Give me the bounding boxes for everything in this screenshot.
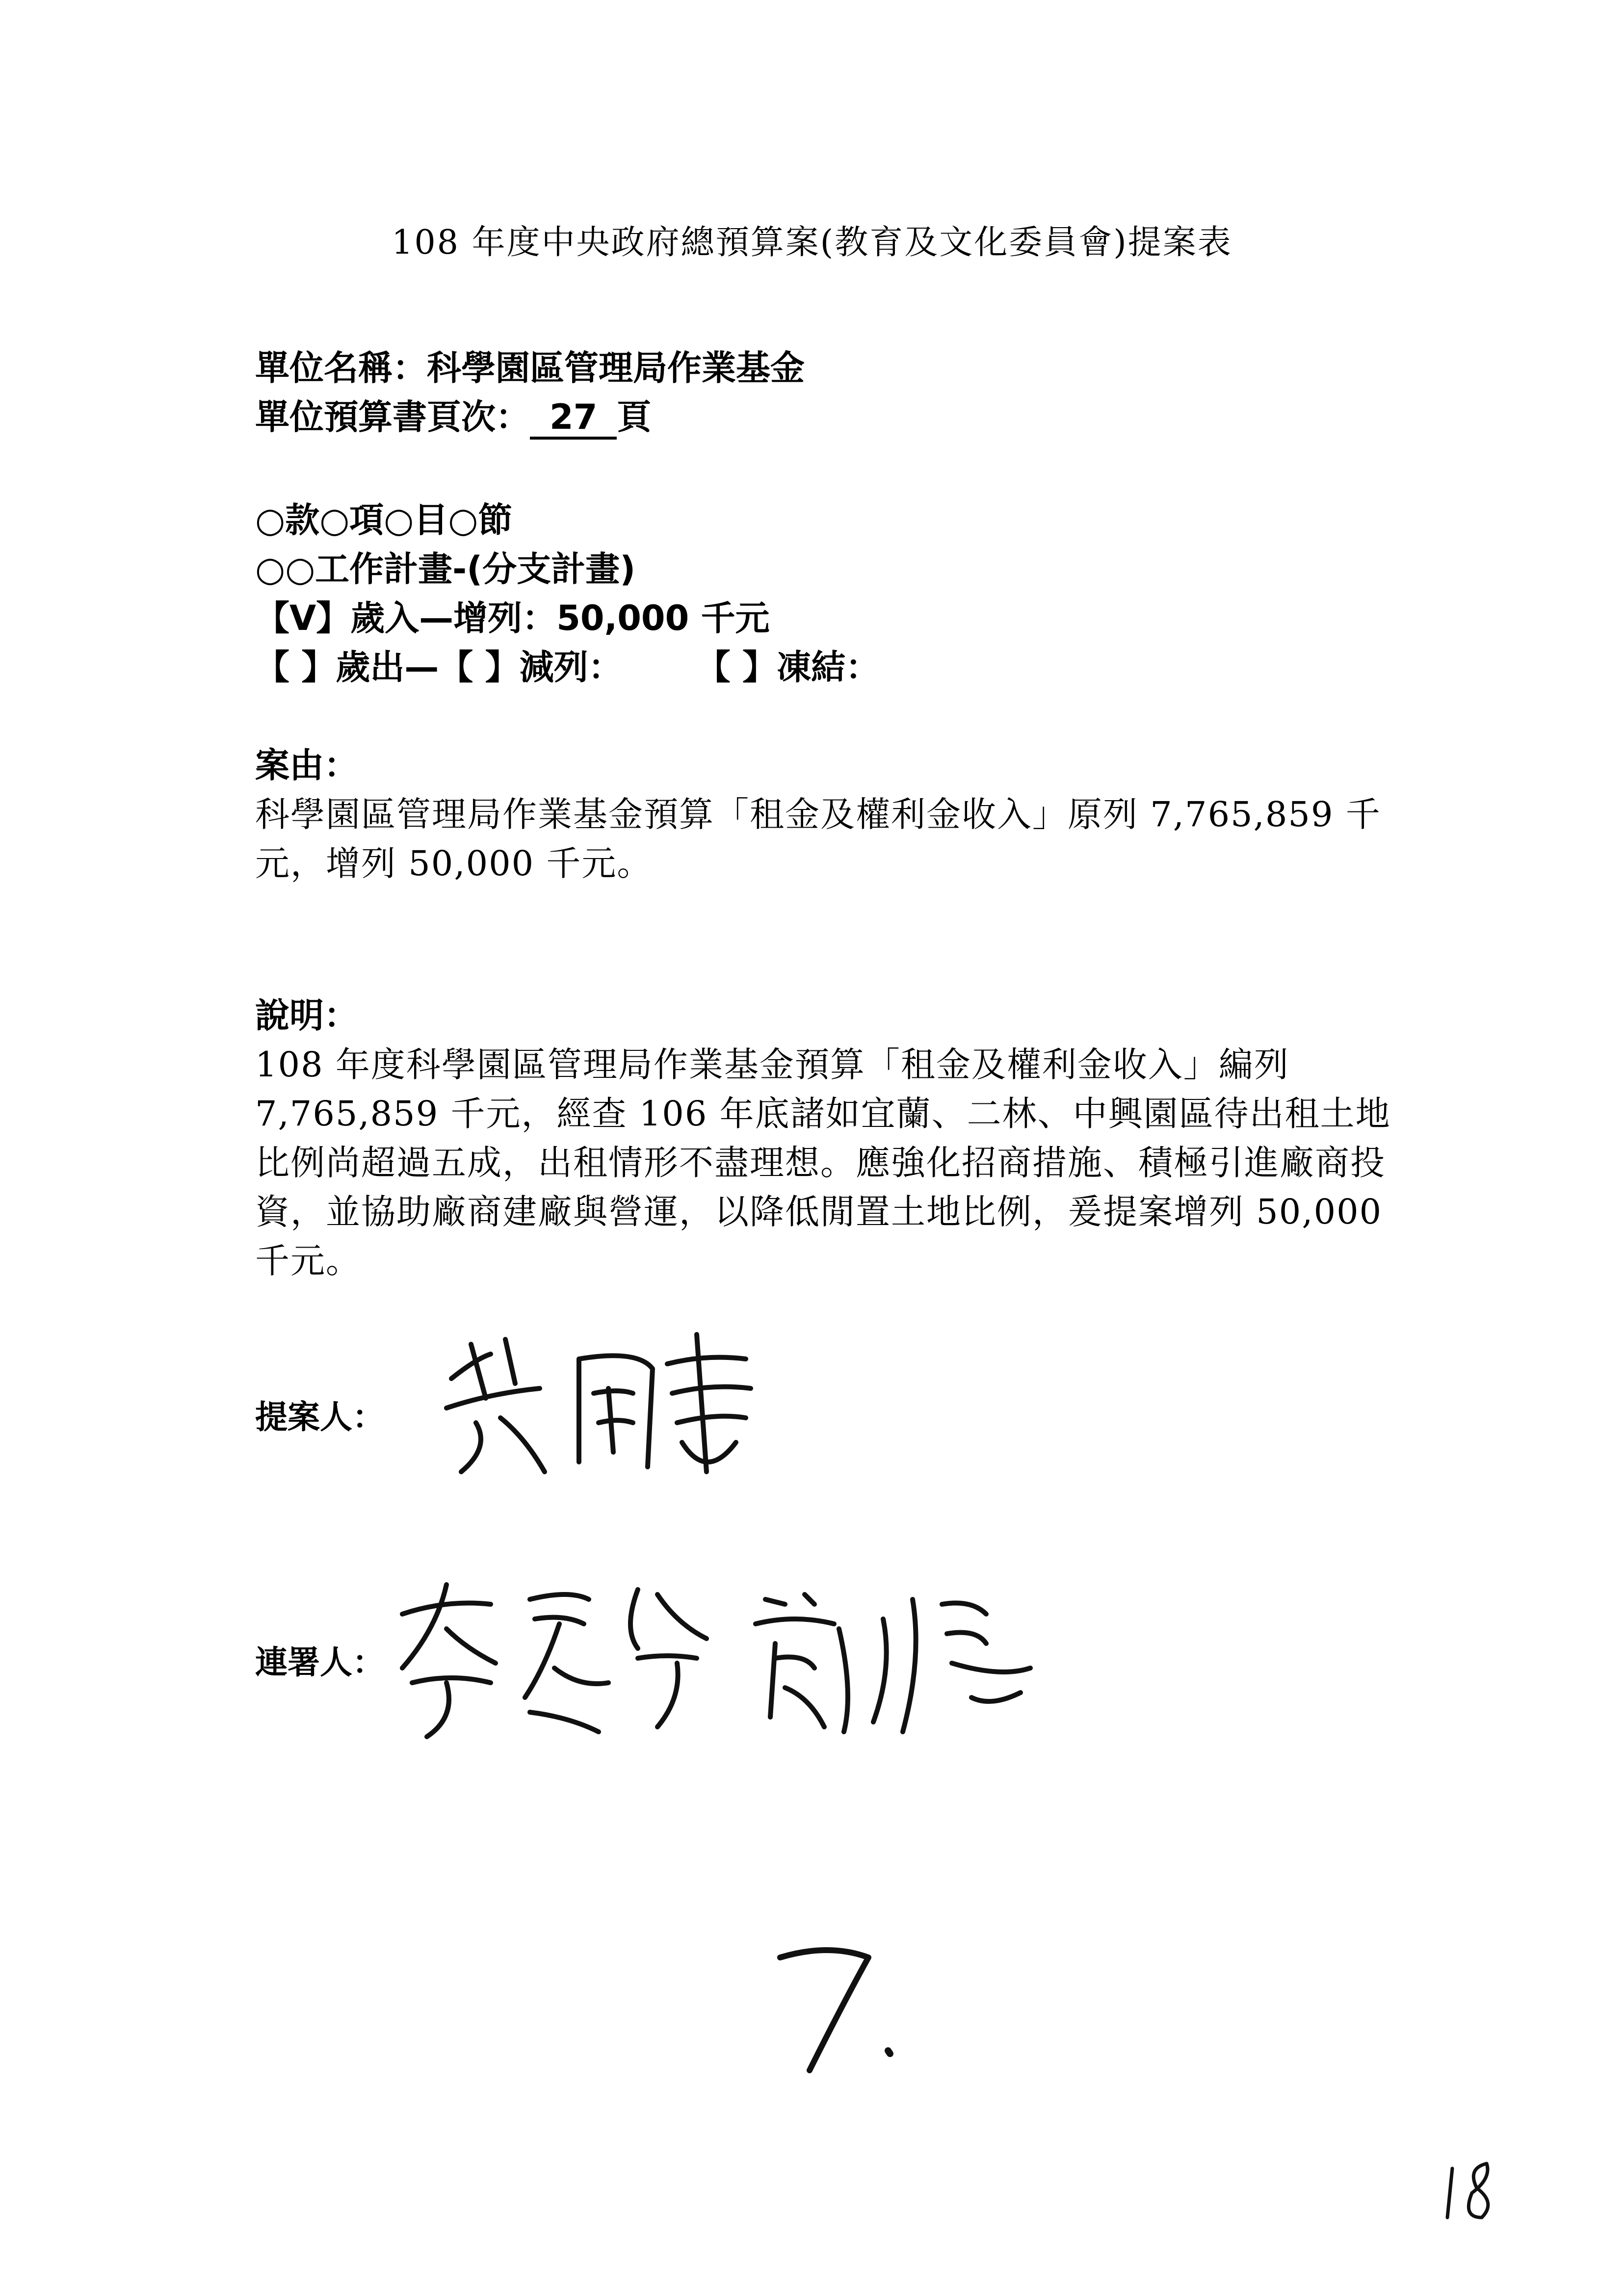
reduce-label: 減列： xyxy=(519,647,623,687)
unit-page-suffix: 頁 xyxy=(617,397,652,437)
unit-name-label: 單位名稱： xyxy=(255,348,427,388)
expense-line xyxy=(255,643,880,692)
unit-name-line xyxy=(255,343,805,392)
handwritten-page-number xyxy=(1438,2149,1511,2227)
document-title: 108 年度中央政府總預算案(教育及文化委員會)提案表 xyxy=(392,223,1232,262)
cosigner-label: 連署人： xyxy=(255,1644,385,1681)
reduce-check: 【 】 xyxy=(439,647,520,687)
revenue-line xyxy=(255,594,770,643)
expense-check: 【 】 xyxy=(255,647,336,687)
case-text: 科學園區管理局作業基金預算「租金及權利金收入」原列 7,765,859 千元，增列 50,000 千元。 xyxy=(255,794,1381,884)
revenue-label: 歲入—增列： xyxy=(350,598,557,638)
unit-page-number: 27 xyxy=(530,397,617,440)
case-heading: 案由： xyxy=(255,745,358,785)
expense-label: 歲出— xyxy=(336,647,439,687)
revenue-amount: 50,000 千元 xyxy=(556,598,770,638)
explanation-heading: 說明： xyxy=(255,995,358,1036)
unit-page-line xyxy=(255,392,651,442)
explanation-text: 108 年度科學園區管理局作業基金預算「租金及權利金收入」編列 7,765,859 千元，經查 106 年底諸如宜蘭、二林、中興園區待出租土地比例尚超過五成，出租情形不盡理想。應強化招商措施、積極引進廠商投資，並協助廠商建廠與營運，以降低閒置土地比例，爰提案增列 50,000 千元。 xyxy=(255,1044,1391,1281)
unit-page-label: 單位預算書頁次： xyxy=(255,397,530,437)
proposer-label: 提案人： xyxy=(255,1398,385,1436)
handwritten-number xyxy=(770,1928,917,2085)
proposer-signature xyxy=(432,1325,765,1487)
budget-section: ○款○項○目○節 xyxy=(255,500,513,540)
budget-plan: ○○工作計畫-(分支計畫) xyxy=(255,549,636,589)
unit-name: 科學園區管理局作業基金 xyxy=(427,348,805,388)
cosigner-signature xyxy=(383,1570,1050,1756)
revenue-check: 【V】 xyxy=(255,598,351,638)
freeze-label: 凍結： xyxy=(777,647,880,687)
freeze-check: 【 】 xyxy=(696,647,777,687)
